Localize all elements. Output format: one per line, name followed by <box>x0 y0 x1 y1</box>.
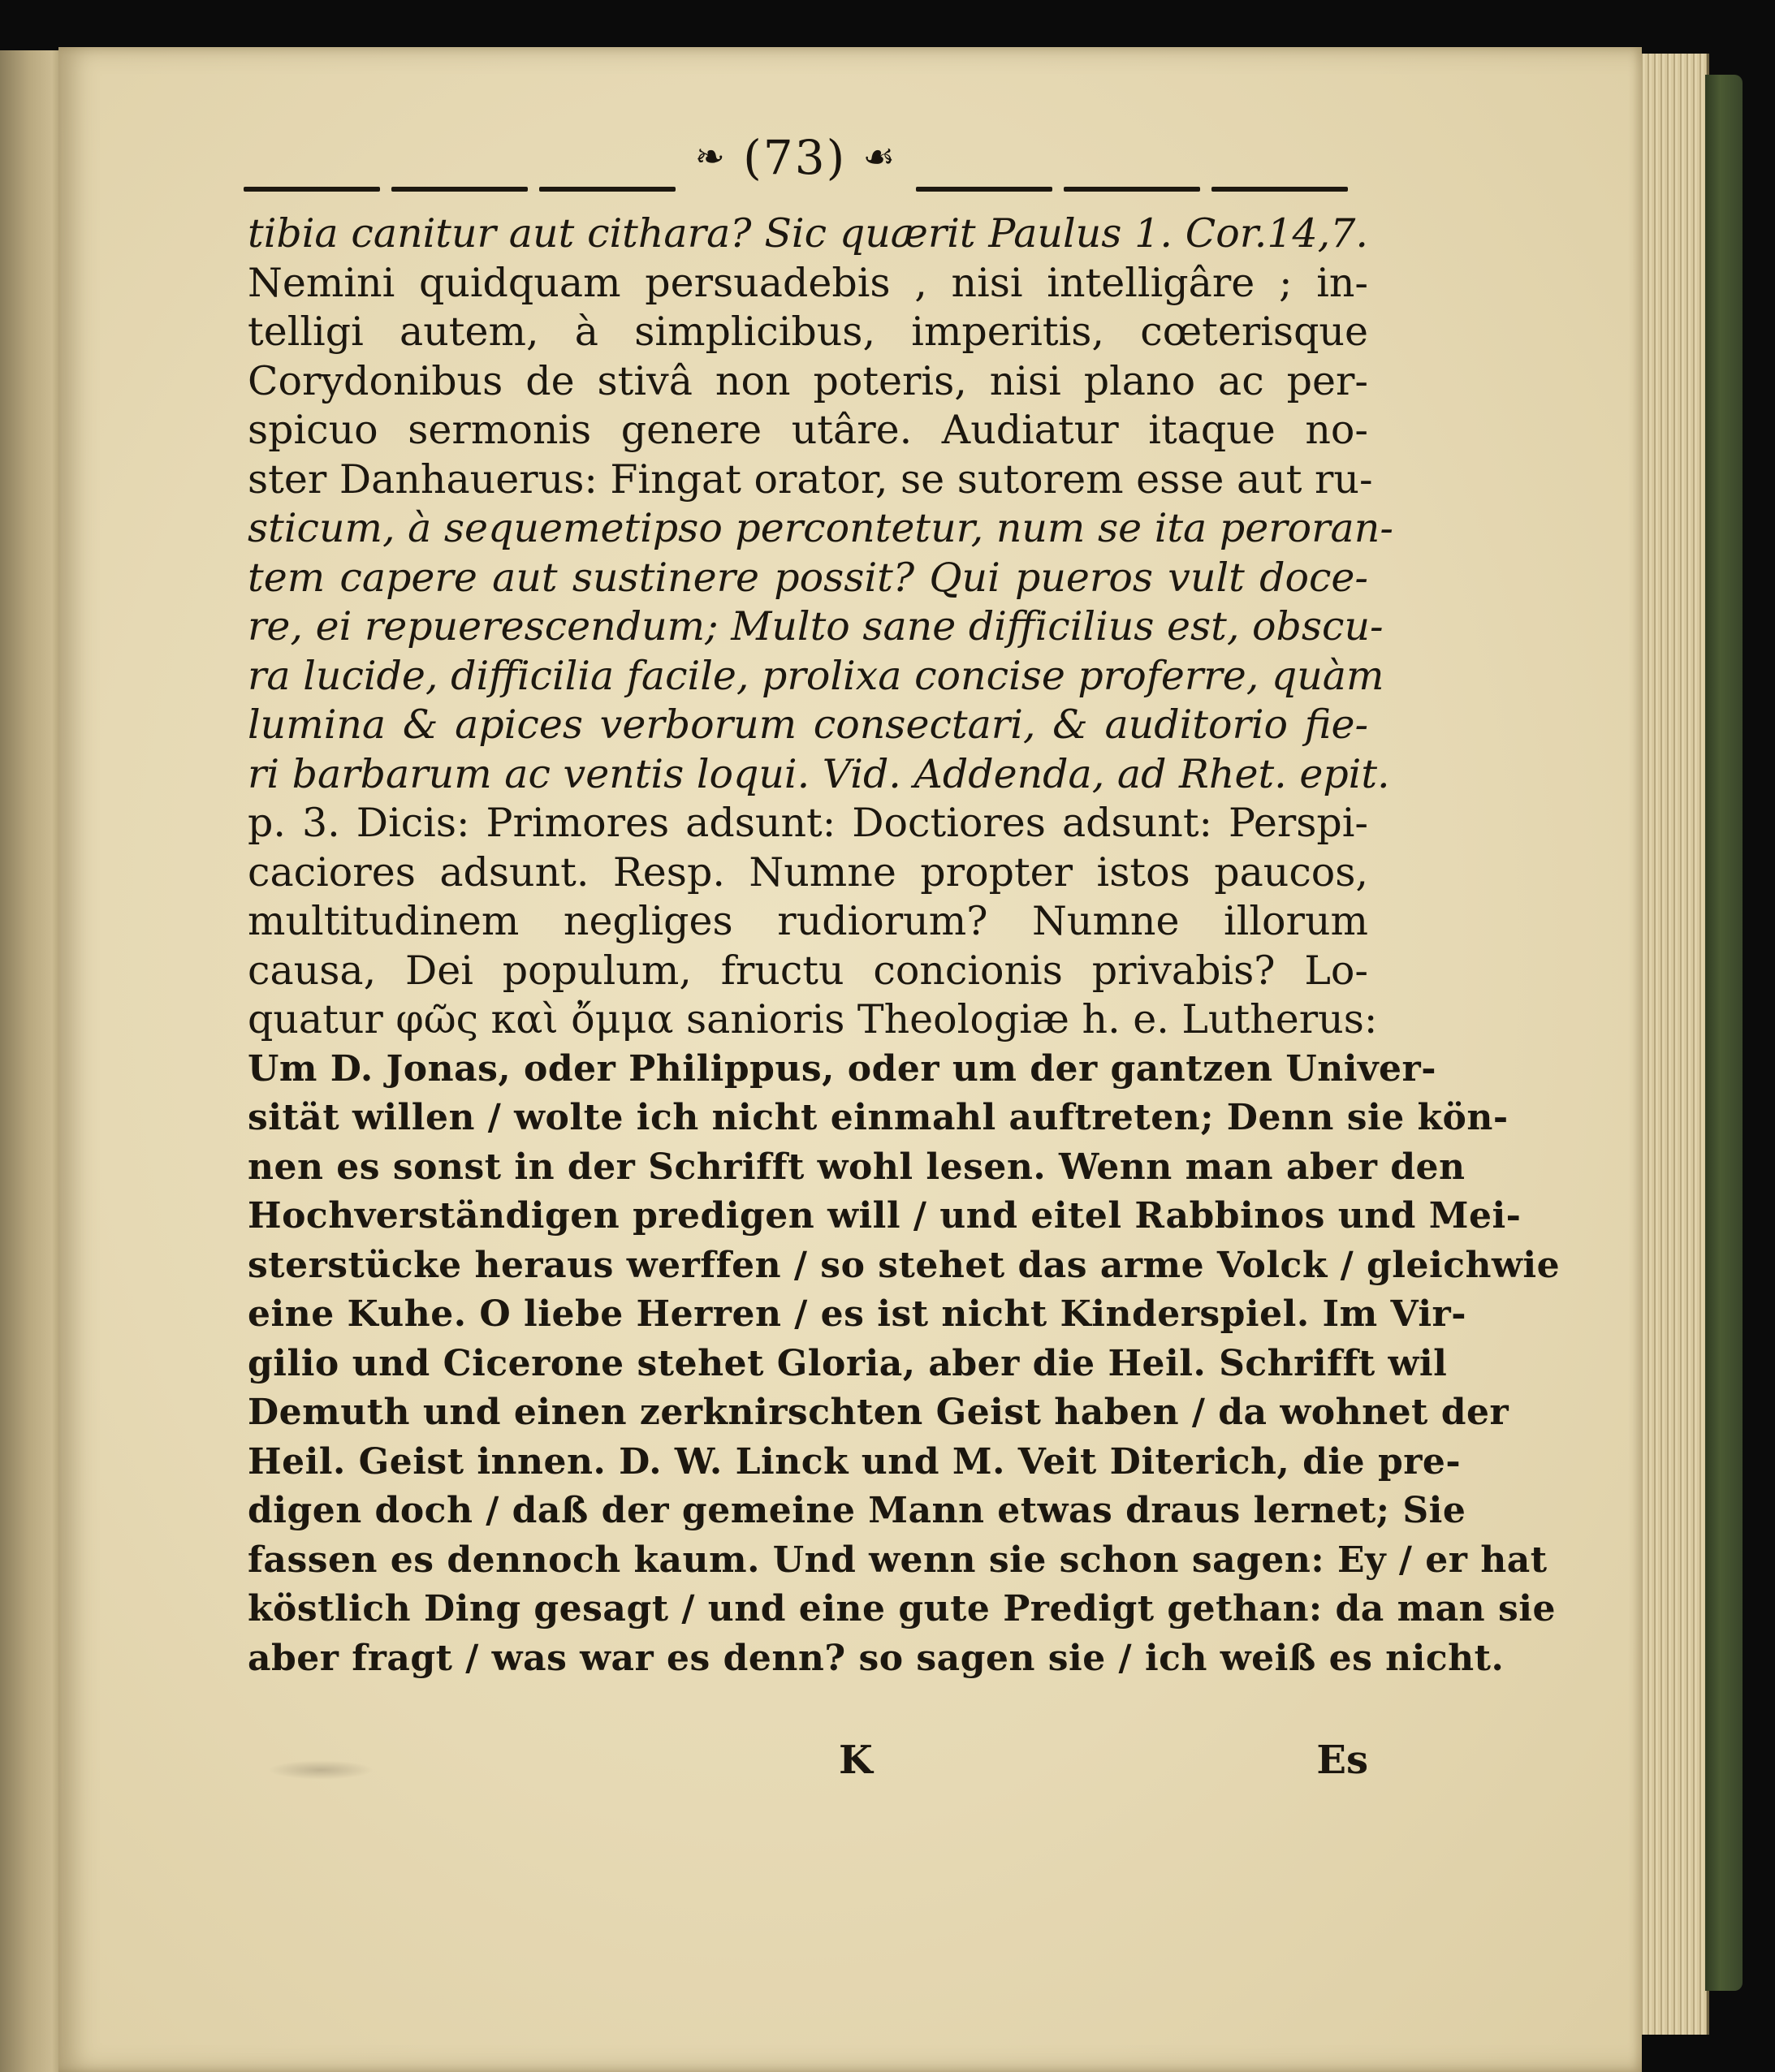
text-line: digen doch / daß der gemeine Mann etwas draus lernet; Sie <box>248 1490 1466 1531</box>
page-edges-stack <box>1639 54 1709 2035</box>
text-line: Demuth und einen zerknirschten Geist haben / da wohnet der <box>248 1392 1509 1433</box>
rule-gap <box>687 187 905 193</box>
text-line: sticum, à sequemetipso percontetur, num se ita peroran- <box>248 505 1393 551</box>
folio-text: (73) <box>743 130 847 185</box>
text-line: Heil. Geist innen. D. W. Linck und M. Veit Diterich, die pre- <box>248 1440 1462 1483</box>
text-line: ri barbarum ac ventis loqui. Vid. Addenda, ad Rhet. epit. <box>248 750 1390 797</box>
text-line: re, ei repuerescendum; Multo sane difficilius est, obscu- <box>248 603 1384 650</box>
rule-segment <box>1064 187 1200 192</box>
text-line: caciores adsunt. Resp. Numne propter istos paucos, <box>248 848 1368 896</box>
text-line: aber fragt / was war es denn? so sagen sie / ich weiß es nicht. <box>248 1637 1505 1679</box>
footer-marks <box>248 1737 1368 1794</box>
text-line: Hochverständigen predigen will / und eitel Rabbinos und Mei- <box>248 1195 1522 1237</box>
rule-segment <box>1211 187 1348 192</box>
text-line: sität willen / wolte ich nicht einmahl auftreten; Denn sie kön- <box>248 1097 1509 1138</box>
text-line: sterstücke heraus werffen / so stehet das arme Volck / gleichwie <box>248 1244 1561 1286</box>
text-line: köstlich Ding gesagt / und eine gute Predigt gethan: da man sie <box>248 1588 1556 1630</box>
text-line: Um D. Jonas, oder Philippus, oder um der gantzen Univer- <box>248 1047 1436 1090</box>
book-cover-edge <box>1705 75 1743 1991</box>
text-line: tibia canitur aut cithara? Sic quærit Paulus 1. Cor.14,7. <box>248 210 1368 257</box>
text-line: telligi autem, à simplicibus, imperitis, cœterisque <box>248 309 1368 355</box>
rule-segment <box>539 187 676 192</box>
ornament-right-icon: ☙ <box>862 136 897 178</box>
text-line: nen es sonst in der Schrifft wohl lesen. Wenn man aber den <box>248 1146 1466 1188</box>
text-line: eine Kuhe. O liebe Herren / es ist nicht Kinderspiel. Im Vir- <box>248 1293 1466 1335</box>
text-line: ra lucide, difficilia facile, prolixa concise proferre, quàm <box>248 652 1384 699</box>
text-line: p. 3. Dicis: Primores adsunt: Doctiores adsunt: Perspi- <box>248 800 1368 846</box>
text-line: lumina & apices verborum consectari, & auditorio fie- <box>248 701 1368 748</box>
rule-segment <box>391 187 528 192</box>
text-line: quatur φῶς καὶ ὄμμα sanioris Theologiæ h. e. Lutherus: <box>248 996 1378 1042</box>
text-line: Nemini quidquam persuadebis , nisi intelligâre ; in- <box>248 259 1368 306</box>
rule-segment <box>916 187 1052 192</box>
text-line: Corydonibus de stivâ non poteris, nisi plano ac per- <box>248 357 1368 404</box>
running-header <box>244 130 1348 203</box>
body-text <box>248 209 1561 1683</box>
text-line: causa, Dei populum, fructu concionis privabis? Lo- <box>248 947 1368 994</box>
text-line: spicuo sermonis genere utâre. Audiatur itaque no- <box>248 407 1368 453</box>
text-line: fassen es dennoch kaum. Und wenn sie schon sagen: Ey / er hat <box>248 1539 1548 1581</box>
catchword: Es <box>1316 1737 1368 1783</box>
header-rule <box>244 187 1348 193</box>
rule-segment <box>244 187 380 192</box>
left-page-edge <box>0 50 65 2072</box>
text-line: gilio und Cicerone stehet Gloria, aber die Heil. Schrifft wil <box>248 1342 1448 1384</box>
ornament-left-icon: ❧ <box>694 136 727 178</box>
text-line: tem capere aut sustinere possit? Qui pueros vult doce- <box>248 554 1368 601</box>
page-number <box>666 130 926 185</box>
signature-mark: K <box>839 1737 873 1783</box>
text-line: ster Danhauerus: Fingat orator, se sutorem esse aut ru- <box>248 455 1373 503</box>
text-line: multitudinem negliges rudiorum? Numne illorum <box>248 898 1368 944</box>
